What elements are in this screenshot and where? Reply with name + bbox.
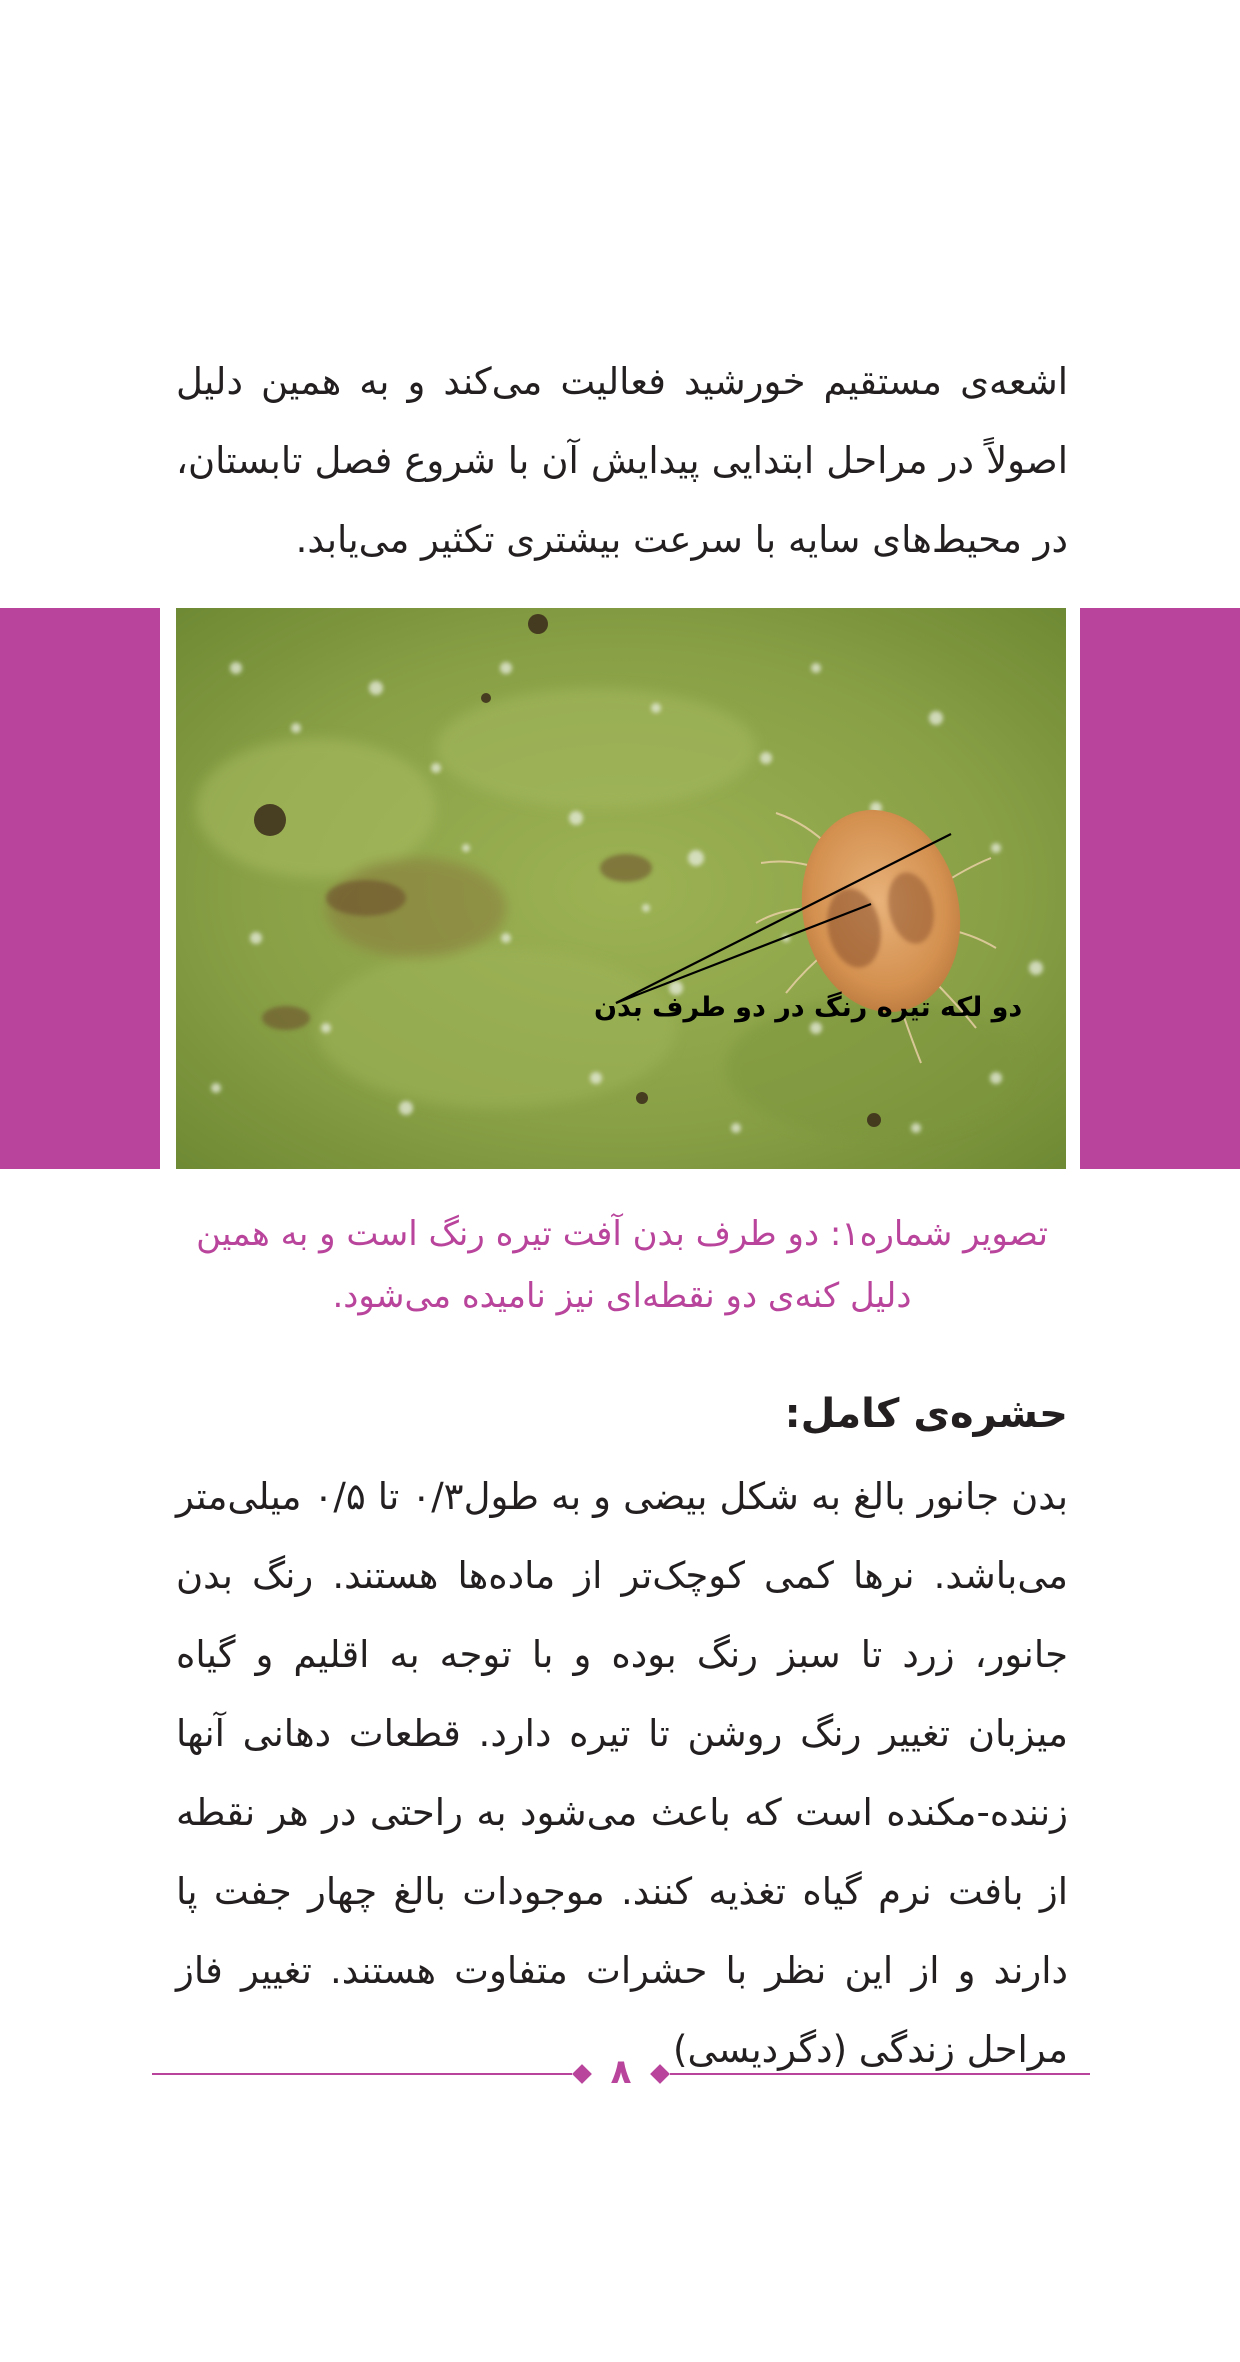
paragraph-body: بدن جانور بالغ به شکل بیضی و به طول۰/۳ تا ۰/۵ میلی‌متر می‌باشد. نرها کمی کوچک‌تر از ماده‌ها هستند. رنگ بدن جانور، زرد تا سبز رنگ بوده و با توجه به اقلیم و گیاه میزبان تغییر رنگ روشن تا تیره دارد. قطعات دهانی آنها زننده-مکنده است که باعث می‌شود به راحتی در هر نقطه از بافت نرم گیاه تغذیه کنند. موجودات بالغ چهار جفت پا دارند و از این نظر با حشرات متفاوت هستند. تغییر فاز مراحل زندگی (دگردیسی) bbox=[176, 1475, 1069, 2071]
footer-diamond-right bbox=[650, 2064, 670, 2084]
footer-rule-right bbox=[670, 2073, 1090, 2075]
decorative-band-right bbox=[1080, 608, 1240, 1169]
page-footer bbox=[152, 2050, 1090, 2098]
photo-label: دو لکه تیره رنگ در دو طرف بدن bbox=[594, 992, 1023, 1023]
paragraph-top: اشعه‌ی مستقیم خورشید فعالیت می‌کند و به همین دلیل اصولاً در مراحل ابتدایی پیدایش آن با شروع فصل تابستان، در محیط‌های سایه با سرعت بیشتری تکثیر می‌یابد. bbox=[176, 360, 1068, 561]
decorative-band-left bbox=[0, 608, 160, 1169]
figure-caption: تصویر شماره۱: دو طرف بدن آفت تیره رنگ است و به همین دلیل کنه‌ی دو نقطه‌ای نیز نامیده می‌شود. bbox=[196, 1214, 1048, 1316]
page-number: ۸ bbox=[610, 2052, 632, 2092]
section-heading: حشره‌ی کامل: bbox=[784, 1391, 1068, 1437]
footer-diamond-left bbox=[572, 2064, 592, 2084]
footer-rule-left bbox=[152, 2073, 572, 2075]
mite-photo bbox=[176, 608, 1066, 1169]
